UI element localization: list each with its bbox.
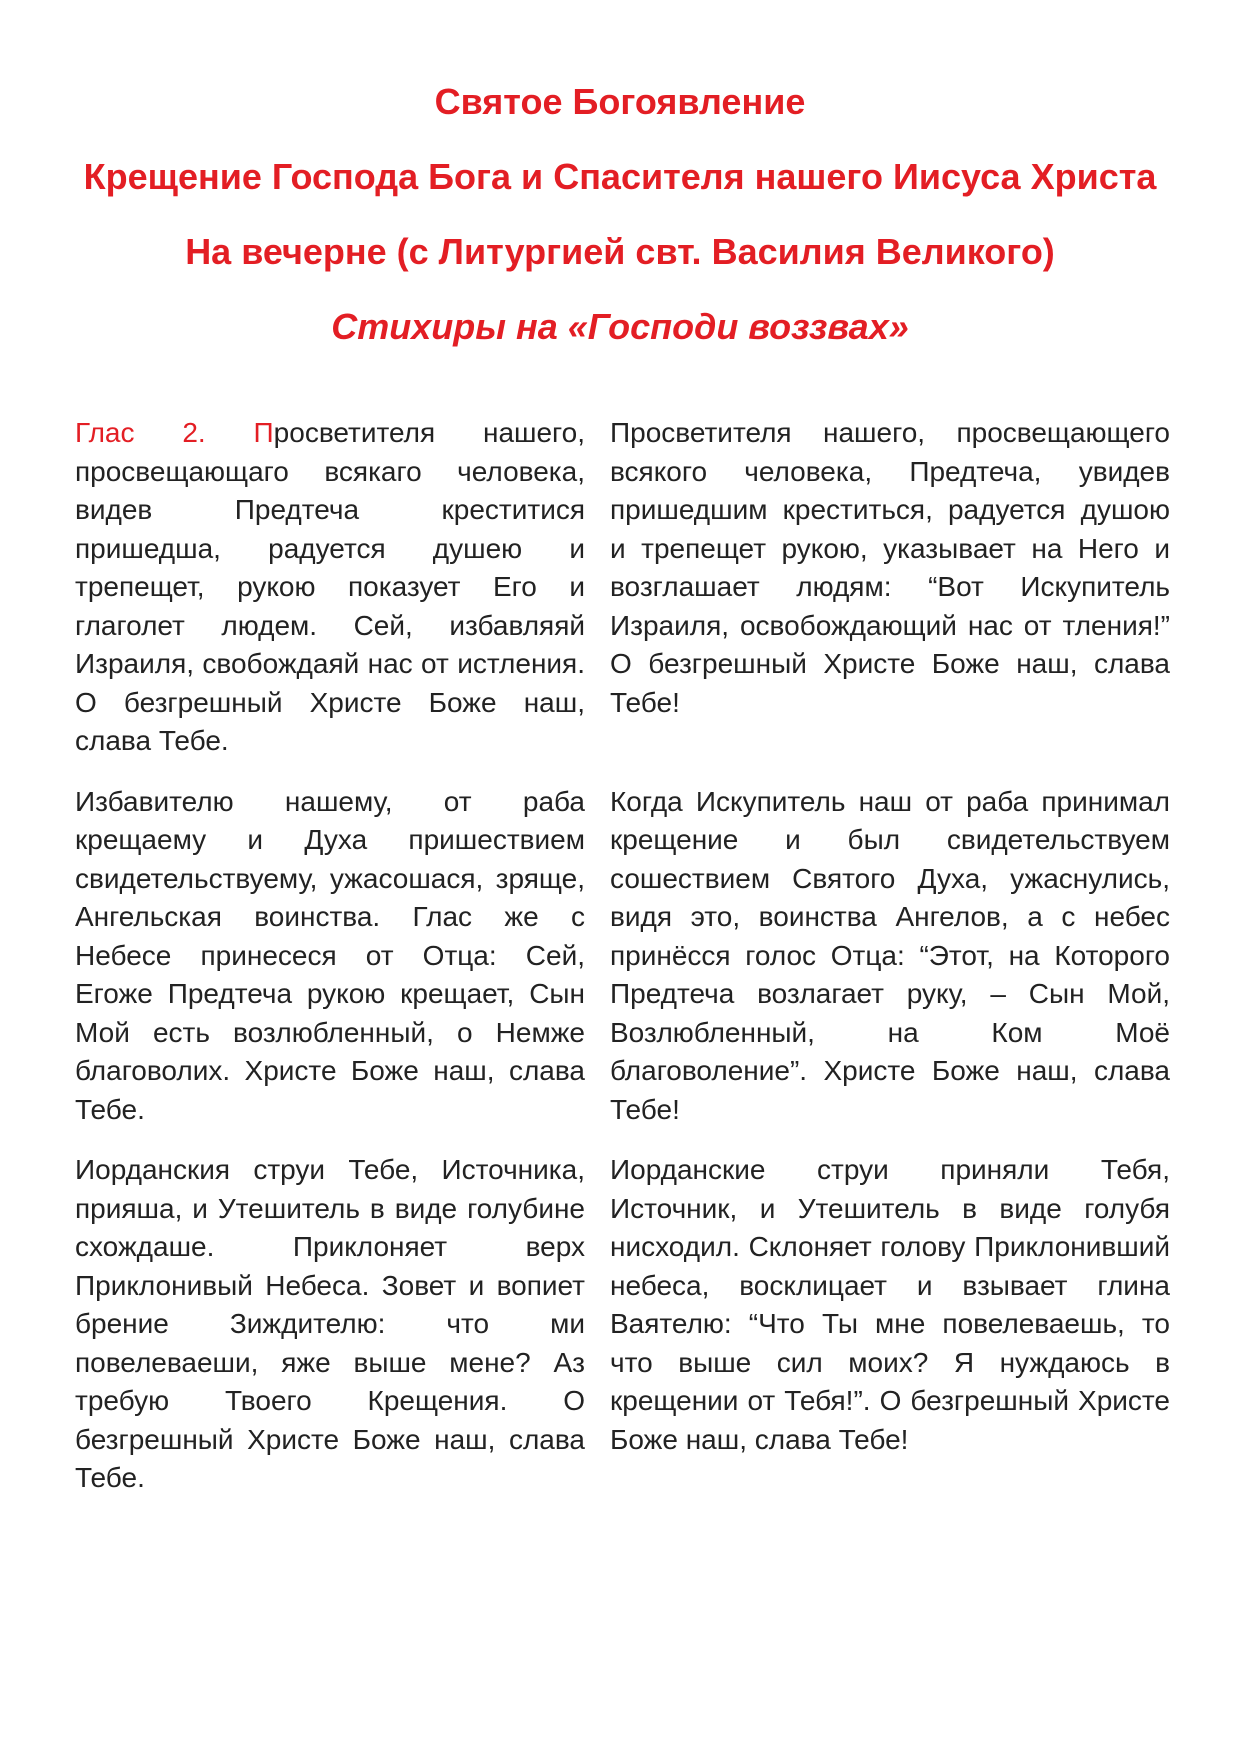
service-title: На вечерне (с Литургией свт. Василия Великого) [185,231,1055,272]
feast-title: Святое Богоявление [434,81,806,122]
sticheron-1-slavonic [75,414,585,761]
initial-letter: П [253,417,274,448]
feast-subtitle: Крещение Господа Бога и Спасителя нашего Иисуса Христа [83,156,1157,197]
sticheron-1-slavonic-text: росветителя нашего, просвещающаго всякаго человека, видев Предтеча креститися пришедша, радуется душею и трепещет, рукою показует Его и глаголет людем. Сей, избавляяй Израиля, свобождаяй нас от истления. О безгрешный Христе Боже наш, слава Тебе. [75,417,585,756]
sticheron-2-russian: Когда Искупитель наш от раба принимал крещение и был свидетельствуем сошествием Святого Духа, ужаснулись, видя это, воинства Ангелов, а с небес принёсся голос Отца: “Этот, на Которого Предтеча возлагает руку, – Сын Мой, Возлюбленный, на Ком Моё благоволение”. Христе Боже наш, слава Тебе! [610,785,1170,1125]
sticheron-1-russian: Просветителя нашего, просвещающего всякого человека, Предтеча, увидев пришедшим креститься, радуется душою и трепещет рукою, указывает на Него и возглашает людям: “Вот Искупитель Израиля, освобождающий нас от тления!” О безгрешный Христе Боже наш, слава Тебе! [610,417,1170,718]
section-title: Стихиры на «Господи воззвах» [331,306,909,347]
sticheron-row-3 [75,1151,1170,1498]
title-block [0,80,1240,380]
sticheron-row-1 [75,414,1170,761]
sticheron-3-russian: Иорданские струи приняли Тебя, Источник, и Утешитель в виде голубя нисходил. Склоняет голову Приклонивший небеса, восклицает и взывает глина Ваятелю: “Что Ты мне повелеваешь, то что выше сил моих? Я нуждаюсь в крещении от Тебя!”. О безгрешный Христе Боже наш, слава Тебе! [610,1154,1170,1455]
stichera-columns [75,414,1170,1520]
sticheron-2-slavonic: Избавителю нашему, от раба крещаему и Духа пришествием свидетельствуему, ужасошася, зряще, Ангельская воинства. Глас же с Небесе принесеся от Отца: Сей, Егоже Предтеча рукою крещает, Сын Мой есть возлюбленный, о Немже благоволих. Христе Боже наш, слава Тебе. [75,785,585,1125]
tone-label: Глас 2. [75,417,206,448]
sticheron-3-slavonic: Иорданския струи Тебе, Источника, прияша, и Утешитель в виде голубине схождаше. Приклоняет верх Приклонивый Небеса. Зовет и вопиет брение Зиждителю: что ми повелеваеши, яже выше мене? Аз требую Твоего Крещения. О безгрешный Христе Боже наш, слава Тебе. [75,1154,585,1493]
sticheron-row-2 [75,783,1170,1130]
